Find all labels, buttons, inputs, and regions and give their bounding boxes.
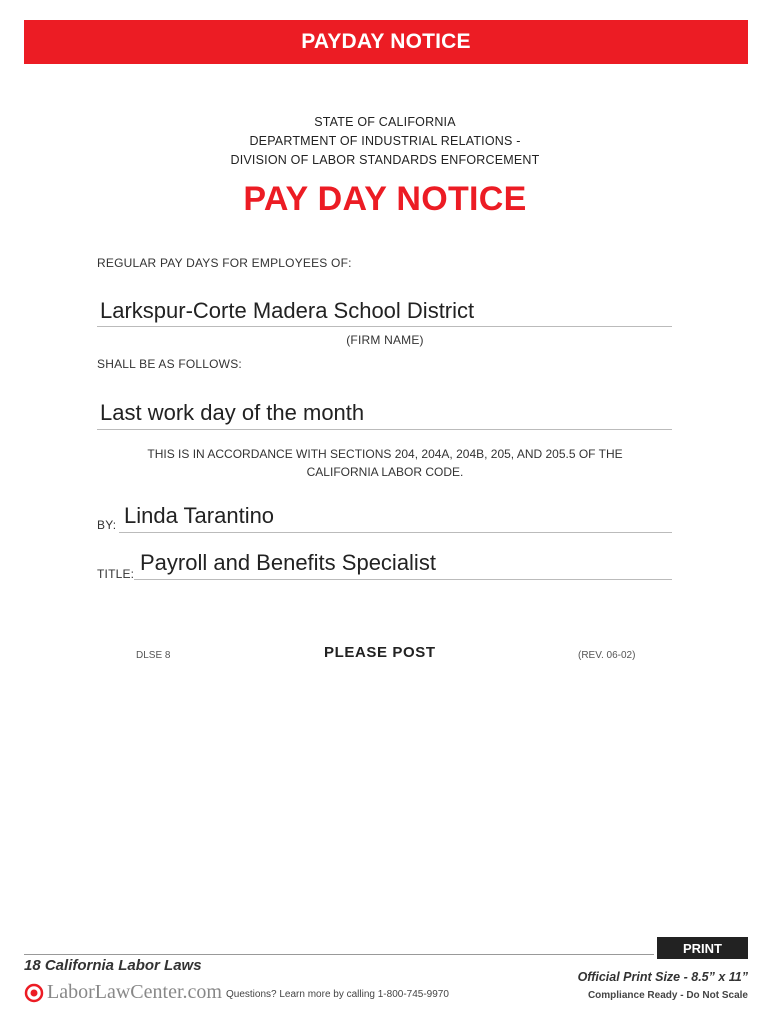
pay-schedule-field[interactable]: Last work day of the month: [100, 400, 365, 425]
employees-label: REGULAR PAY DAYS FOR EMPLOYEES OF:: [97, 256, 352, 270]
page-label: 18 California Labor Laws: [24, 957, 202, 974]
logo-text: LaborLawCenter.com: [47, 981, 222, 1003]
questions-phone: Questions? Learn more by calling 1-800-745-9970: [226, 989, 449, 1000]
labor-code-line-1: THIS IS IN ACCORDANCE WITH SECTIONS 204, 204A, 204B, 205, AND 205.5 OF THE: [147, 447, 623, 461]
print-button[interactable]: PRINT: [657, 937, 748, 959]
agency-line-department: DEPARTMENT OF INDUSTRIAL RELATIONS -: [249, 134, 521, 148]
logo-icon: [24, 983, 44, 1003]
firm-name-field[interactable]: Larkspur-Corte Madera School District: [100, 298, 475, 323]
pay-schedule-underline: [97, 429, 672, 430]
follows-label: SHALL BE AS FOLLOWS:: [97, 357, 242, 371]
official-print-size: Official Print Size - 8.5” x 11”: [577, 970, 748, 984]
compliance-note: Compliance Ready - Do Not Scale: [587, 990, 748, 1001]
footer-divider: [24, 954, 654, 955]
title-field[interactable]: Payroll and Benefits Specialist: [140, 550, 436, 575]
by-underline: [119, 532, 672, 533]
notice-title: PAY DAY NOTICE: [243, 180, 527, 218]
title-underline: [134, 579, 672, 580]
revision-note: (REV. 06-02): [578, 650, 636, 661]
firm-name-caption: (FIRM NAME): [346, 333, 424, 347]
please-post: PLEASE POST: [324, 644, 436, 661]
firm-name-underline: [97, 326, 672, 327]
agency-line-state: STATE OF CALIFORNIA: [314, 115, 456, 129]
by-field[interactable]: Linda Tarantino: [124, 503, 275, 528]
title-label: TITLE:: [97, 567, 135, 581]
laborlawcenter-logo[interactable]: [24, 981, 222, 1004]
header-banner: [24, 20, 748, 64]
by-label: BY:: [97, 518, 117, 532]
form-id: DLSE 8: [136, 650, 171, 661]
banner-title: PAYDAY NOTICE: [301, 30, 471, 53]
labor-code-line-2: CALIFORNIA LABOR CODE.: [306, 465, 464, 479]
agency-line-division: DIVISION OF LABOR STANDARDS ENFORCEMENT: [230, 153, 540, 167]
